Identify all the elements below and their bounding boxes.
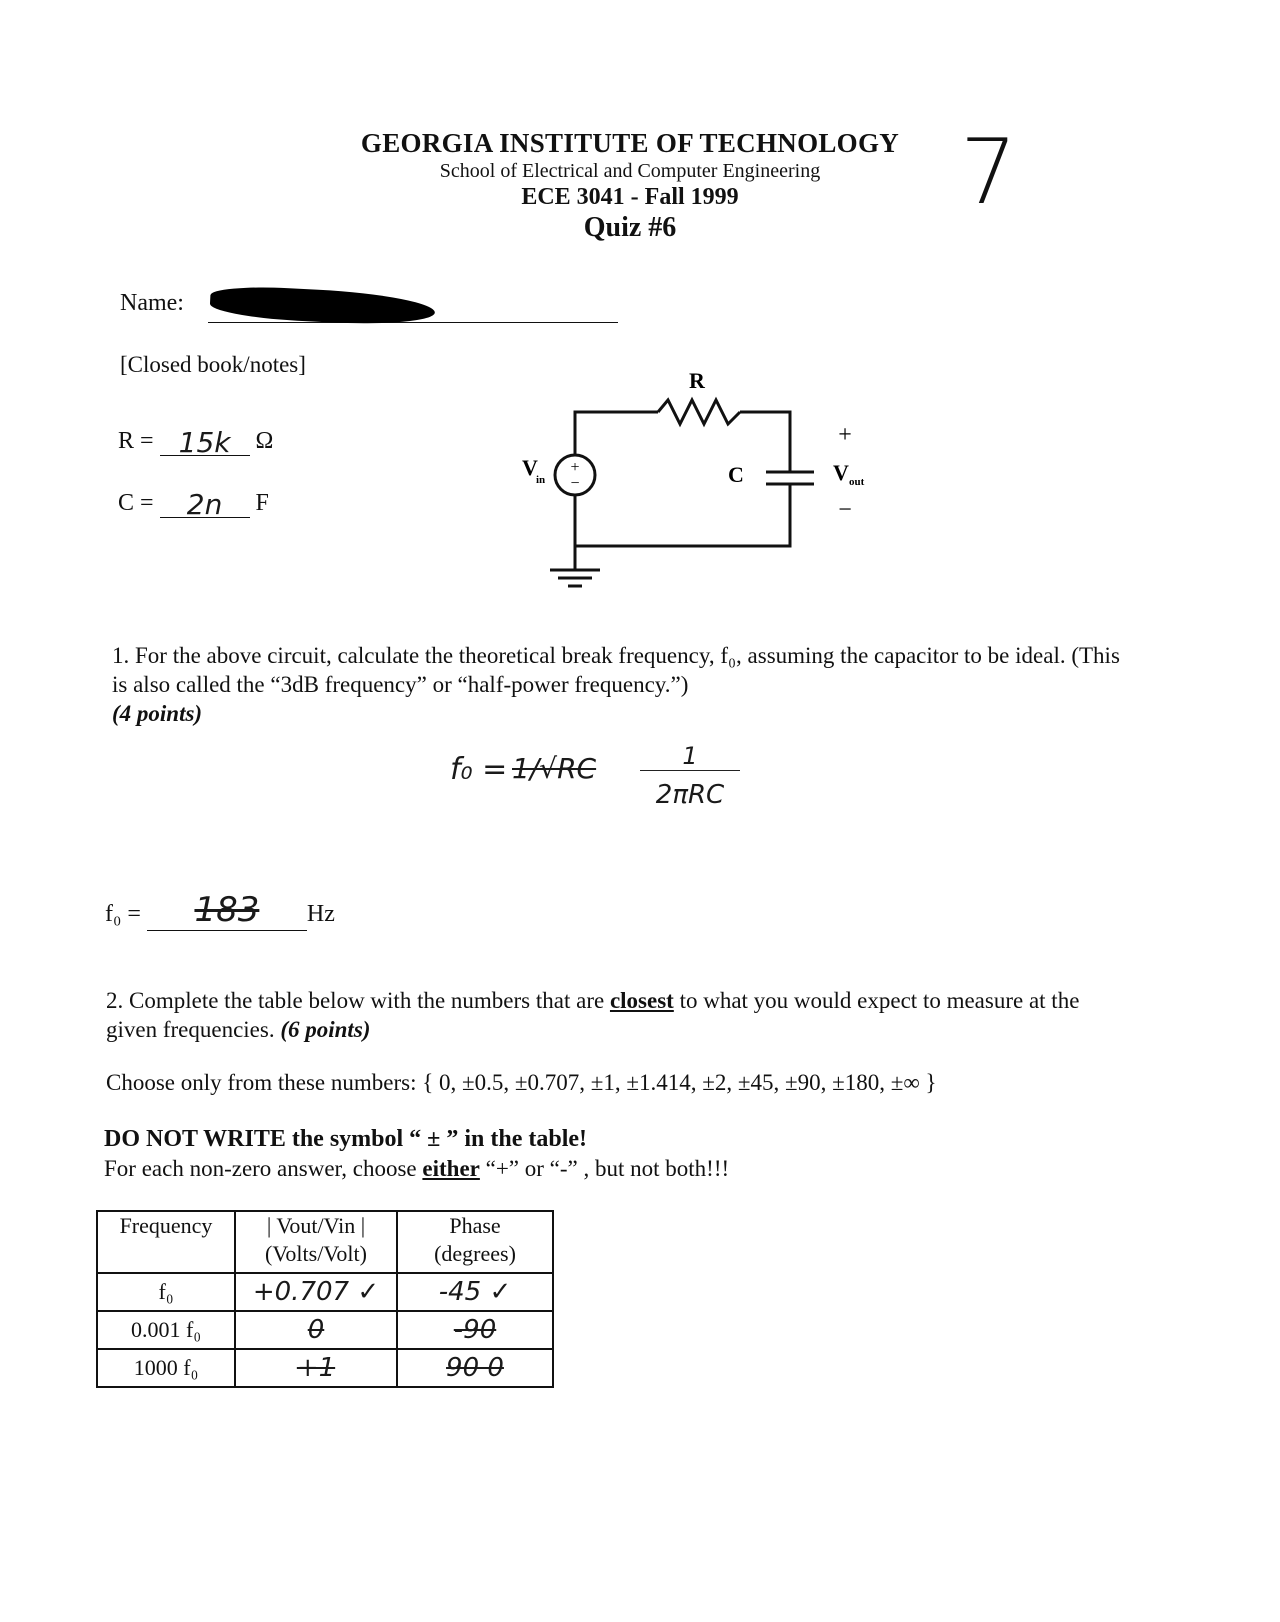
row-phase-answer[interactable]: -45 ✓: [397, 1273, 553, 1311]
wire-bottom: [575, 484, 790, 546]
sign-instruction-after: “+” or “-” , but not both!!!: [479, 1156, 730, 1181]
closed-book-note: [Closed book/notes]: [120, 352, 306, 377]
r-unit: Ω: [255, 428, 274, 454]
table-header-row: [97, 1211, 553, 1273]
header-magnitude-line1: | Vout/Vin |: [266, 1213, 366, 1238]
do-not-write-warning: DO NOT WRITE the symbol “ ± ” in the table!: [104, 1126, 587, 1152]
quiz-title: Quiz #6: [583, 212, 677, 243]
r-value-row: [118, 422, 274, 459]
work-crossed-fraction: 1/√RC: [512, 752, 597, 785]
question-2-text-after: to what you would expect to measure at the given frequencies.: [106, 988, 1080, 1042]
question-2: [106, 986, 1126, 1044]
sign-instruction-emphasis: either: [422, 1156, 480, 1181]
row-phase-answer[interactable]: -90: [397, 1311, 553, 1349]
work-denominator: 2πRC: [655, 780, 725, 810]
school-name: School of Electrical and Computer Engineering: [439, 160, 821, 182]
header-phase: [397, 1211, 553, 1273]
name-label: Name:: [120, 290, 184, 316]
f0-label: f₀ =: [105, 901, 141, 927]
c-answer-field[interactable]: [160, 484, 250, 521]
r-label: R =: [118, 428, 154, 454]
row-magnitude-answer[interactable]: +1: [235, 1349, 397, 1387]
r-answer-field[interactable]: [160, 422, 250, 459]
r-answer: 15k: [178, 426, 231, 459]
header-phase-line1: Phase: [449, 1213, 501, 1238]
c-value-row: [118, 484, 269, 521]
row-frequency: f₀: [97, 1273, 235, 1311]
sign-instruction: [104, 1156, 729, 1182]
header-magnitude-line2: (Volts/Volt): [265, 1241, 367, 1266]
c-unit: F: [255, 490, 269, 516]
resistor-symbol: [658, 400, 740, 424]
rc-circuit-diagram: [500, 360, 900, 600]
handwritten-grade: 7: [960, 120, 1018, 225]
question-2-points: (6 points): [280, 1017, 371, 1042]
question-1-points: (4 points): [112, 701, 203, 726]
work-numerator: 1: [640, 742, 740, 771]
header-phase-line2: (degrees): [434, 1241, 516, 1266]
header-frequency: Frequency: [97, 1211, 235, 1273]
capacitor-label: C: [728, 462, 744, 487]
vout-plus: +: [838, 422, 852, 448]
vout-subscript: out: [849, 476, 865, 488]
f0-answer-row: [105, 890, 335, 931]
vout-label: V: [833, 460, 849, 485]
row-frequency: 0.001 f₀: [97, 1311, 235, 1349]
question-2-text-before: 2. Complete the table below with the numbers that are: [106, 988, 610, 1013]
sign-instruction-before: For each non-zero answer, choose: [104, 1156, 423, 1181]
f0-answer-field[interactable]: [147, 890, 307, 931]
question-1-text: 1. For the above circuit, calculate the theoretical break frequency, f₀, assuming the capacitor to be ideal. (This is also called the “3dB frequency” or “half-power frequency.”): [112, 643, 1120, 697]
source-minus: −: [570, 475, 580, 492]
resistor-label: R: [689, 368, 705, 393]
row-phase-answer[interactable]: 90 0: [397, 1349, 553, 1387]
wire-top-right: [740, 412, 790, 472]
table-row: [97, 1311, 553, 1349]
course-title: ECE 3041 - Fall 1999: [521, 184, 739, 210]
source-plus: +: [570, 459, 580, 476]
header-magnitude: [235, 1211, 397, 1273]
name-line[interactable]: [208, 322, 618, 323]
vout-minus: −: [838, 497, 852, 523]
row-frequency: 1000 f₀: [97, 1349, 235, 1387]
question-2-emphasis: closest: [609, 988, 674, 1013]
choose-numbers: Choose only from these numbers: { 0, ±0.5, ±0.707, ±1, ±1.414, ±2, ±45, ±90, ±180, ±∞ }: [106, 1070, 937, 1095]
answer-table: [96, 1210, 554, 1388]
vin-label: V: [522, 455, 538, 480]
institution-title: GEORGIA INSTITUTE OF TECHNOLOGY: [360, 128, 900, 158]
c-answer: 2n: [186, 488, 223, 521]
table-row: [97, 1349, 553, 1387]
c-label: C =: [118, 490, 154, 516]
table-row: [97, 1273, 553, 1311]
work-lhs: f₀ =: [450, 752, 508, 787]
row-magnitude-answer[interactable]: 0: [235, 1311, 397, 1349]
question-1: [112, 641, 1132, 728]
row-magnitude-answer[interactable]: +0.707 ✓: [235, 1273, 397, 1311]
wire-top-left: [575, 412, 658, 455]
f0-unit: Hz: [306, 901, 335, 927]
f0-answer: 183: [194, 890, 260, 930]
vin-subscript: in: [536, 474, 546, 486]
